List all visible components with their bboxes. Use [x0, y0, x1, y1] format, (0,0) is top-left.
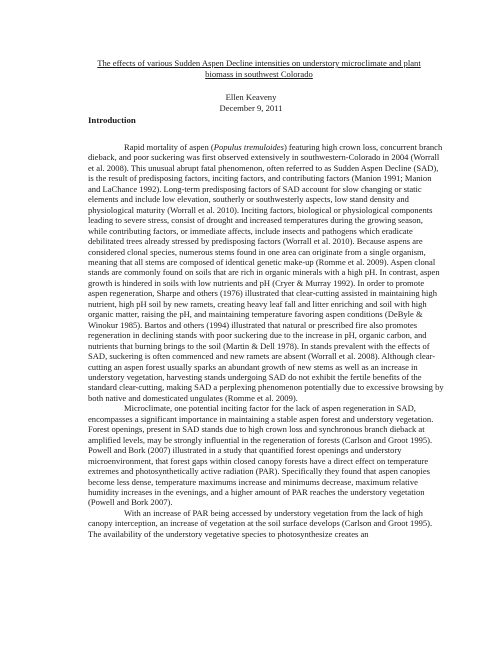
paragraph-1-body: ) featuring high crown loss, concurrent branch dieback, and poor suckering was first observed extensively in southwestern-Colorado in 2004 (Worrall et al. 2008). This unusual abrupt fatal phenomenon, often referred to as Sudden Aspen Decline (SAD), is the result of predisposing factors, inciting factors, and contributing factors (Manion 1991; Manion and LaChance 1992). Long-term predisposing factors of SAD account for slow changing or static elements and include low elevation, southerly or southwesterly aspects, low stand density and physiological maturity (Worrall et al. 2010). Inciting factors, biological or physiological components leading to severe stress, consist of drought and increased temperatures during the growing season, while contributing factors, or immediate affects, include insects and pathogens which eradicate debilitated trees already stressed by predisposing factors (Worrall et al. 2010). Because aspens are considered clonal species, numerous stems found in one area can originate from a single organism, meaning that all stems are composed of identical genetic make-up (Romme et al. 2009). Aspen clonal stands are commonly found on soils that are rich in organic minerals with a high pH. In contrast, aspen growth is hindered in soils with low nutrients and pH (Cryer & Murray 1992). In order to promote aspen regeneration, Sharpe and others (1976) illustrated that clear-cutting assisted in maintaining high nutrient, high pH soil by new ramets, creating heavy leaf fall and litter enriching and soil with high organic matter, raising the pH, and maintaining temperature favoring aspen conditions (DeByle & Winokur 1985). Bartos and others (1994) illustrated that natural or prescribed fire also promotes regeneration in declining stands with poor suckering due to the increase in pH, organic carbon, and nutrients that burning brings to the soil (Martin & Dell 1978). In stands prevalent with the effects of SAD, suckering is often commenced and new ramets are absent (Worrall et al. 2008). Although clear-cutting an aspen forest usually sparks an abundant growth of new stems as well as an increase in understory vegetation, harvesting stands undergoing SAD do not exhibit the fertile benefits of the standard clear-cutting, making SAD a perplexing phenomenon potentially due to excessive browsing by both native and domesticated ungulates (Romme et al. 2009). [88, 142, 444, 403]
intro-paragraph-1 [88, 142, 444, 403]
paragraph-1-lead: Rapid mortality of aspen ( [124, 142, 214, 152]
paper-title: The effects of various Sudden Aspen Decline intensities on understory microclimate and plant biomass in southwest Colorado [97, 58, 421, 79]
author-name: Ellen Keaveny [225, 92, 277, 102]
section-heading-introduction: Introduction [88, 115, 136, 125]
intro-paragraph-3: With an increase of PAR being accessed by understory vegetation from the lack of high canopy interception, an increase of vegetation at the soil surface develops (Carlson and Groot 1995). The availability of the understory vegetative species to photosynthesize creates an [88, 507, 433, 539]
paper-date: December 9, 2011 [219, 103, 283, 113]
intro-paragraph-2: Microclimate, one potential inciting factor for the lack of aspen regeneration in SAD, encompasses a significant importance in maintaining a stable aspen forest and understory vegetation. Forest openings, present in SAD stands due to high crown loss and synchronous branch dieback at amplified levels, may be strongly influential in the regeneration of forests (Carlson and Groot 1995). Powell and Bork (2007) illustrated in a study that quantified forest openings and understory microenvironment, that forest gaps within closed canopy forests have a direct effect on temperature extremes and photosynthetically active radiation (PAR). Specifically they found that aspen canopies become less dense, temperature maximums increase and minimums decrease, maximum relative humidity increases in the evenings, and a higher amount of PAR reaches the understory vegetation (Powell and Bork 2007). [88, 403, 434, 508]
species-name: Populus tremuloides [213, 142, 284, 152]
